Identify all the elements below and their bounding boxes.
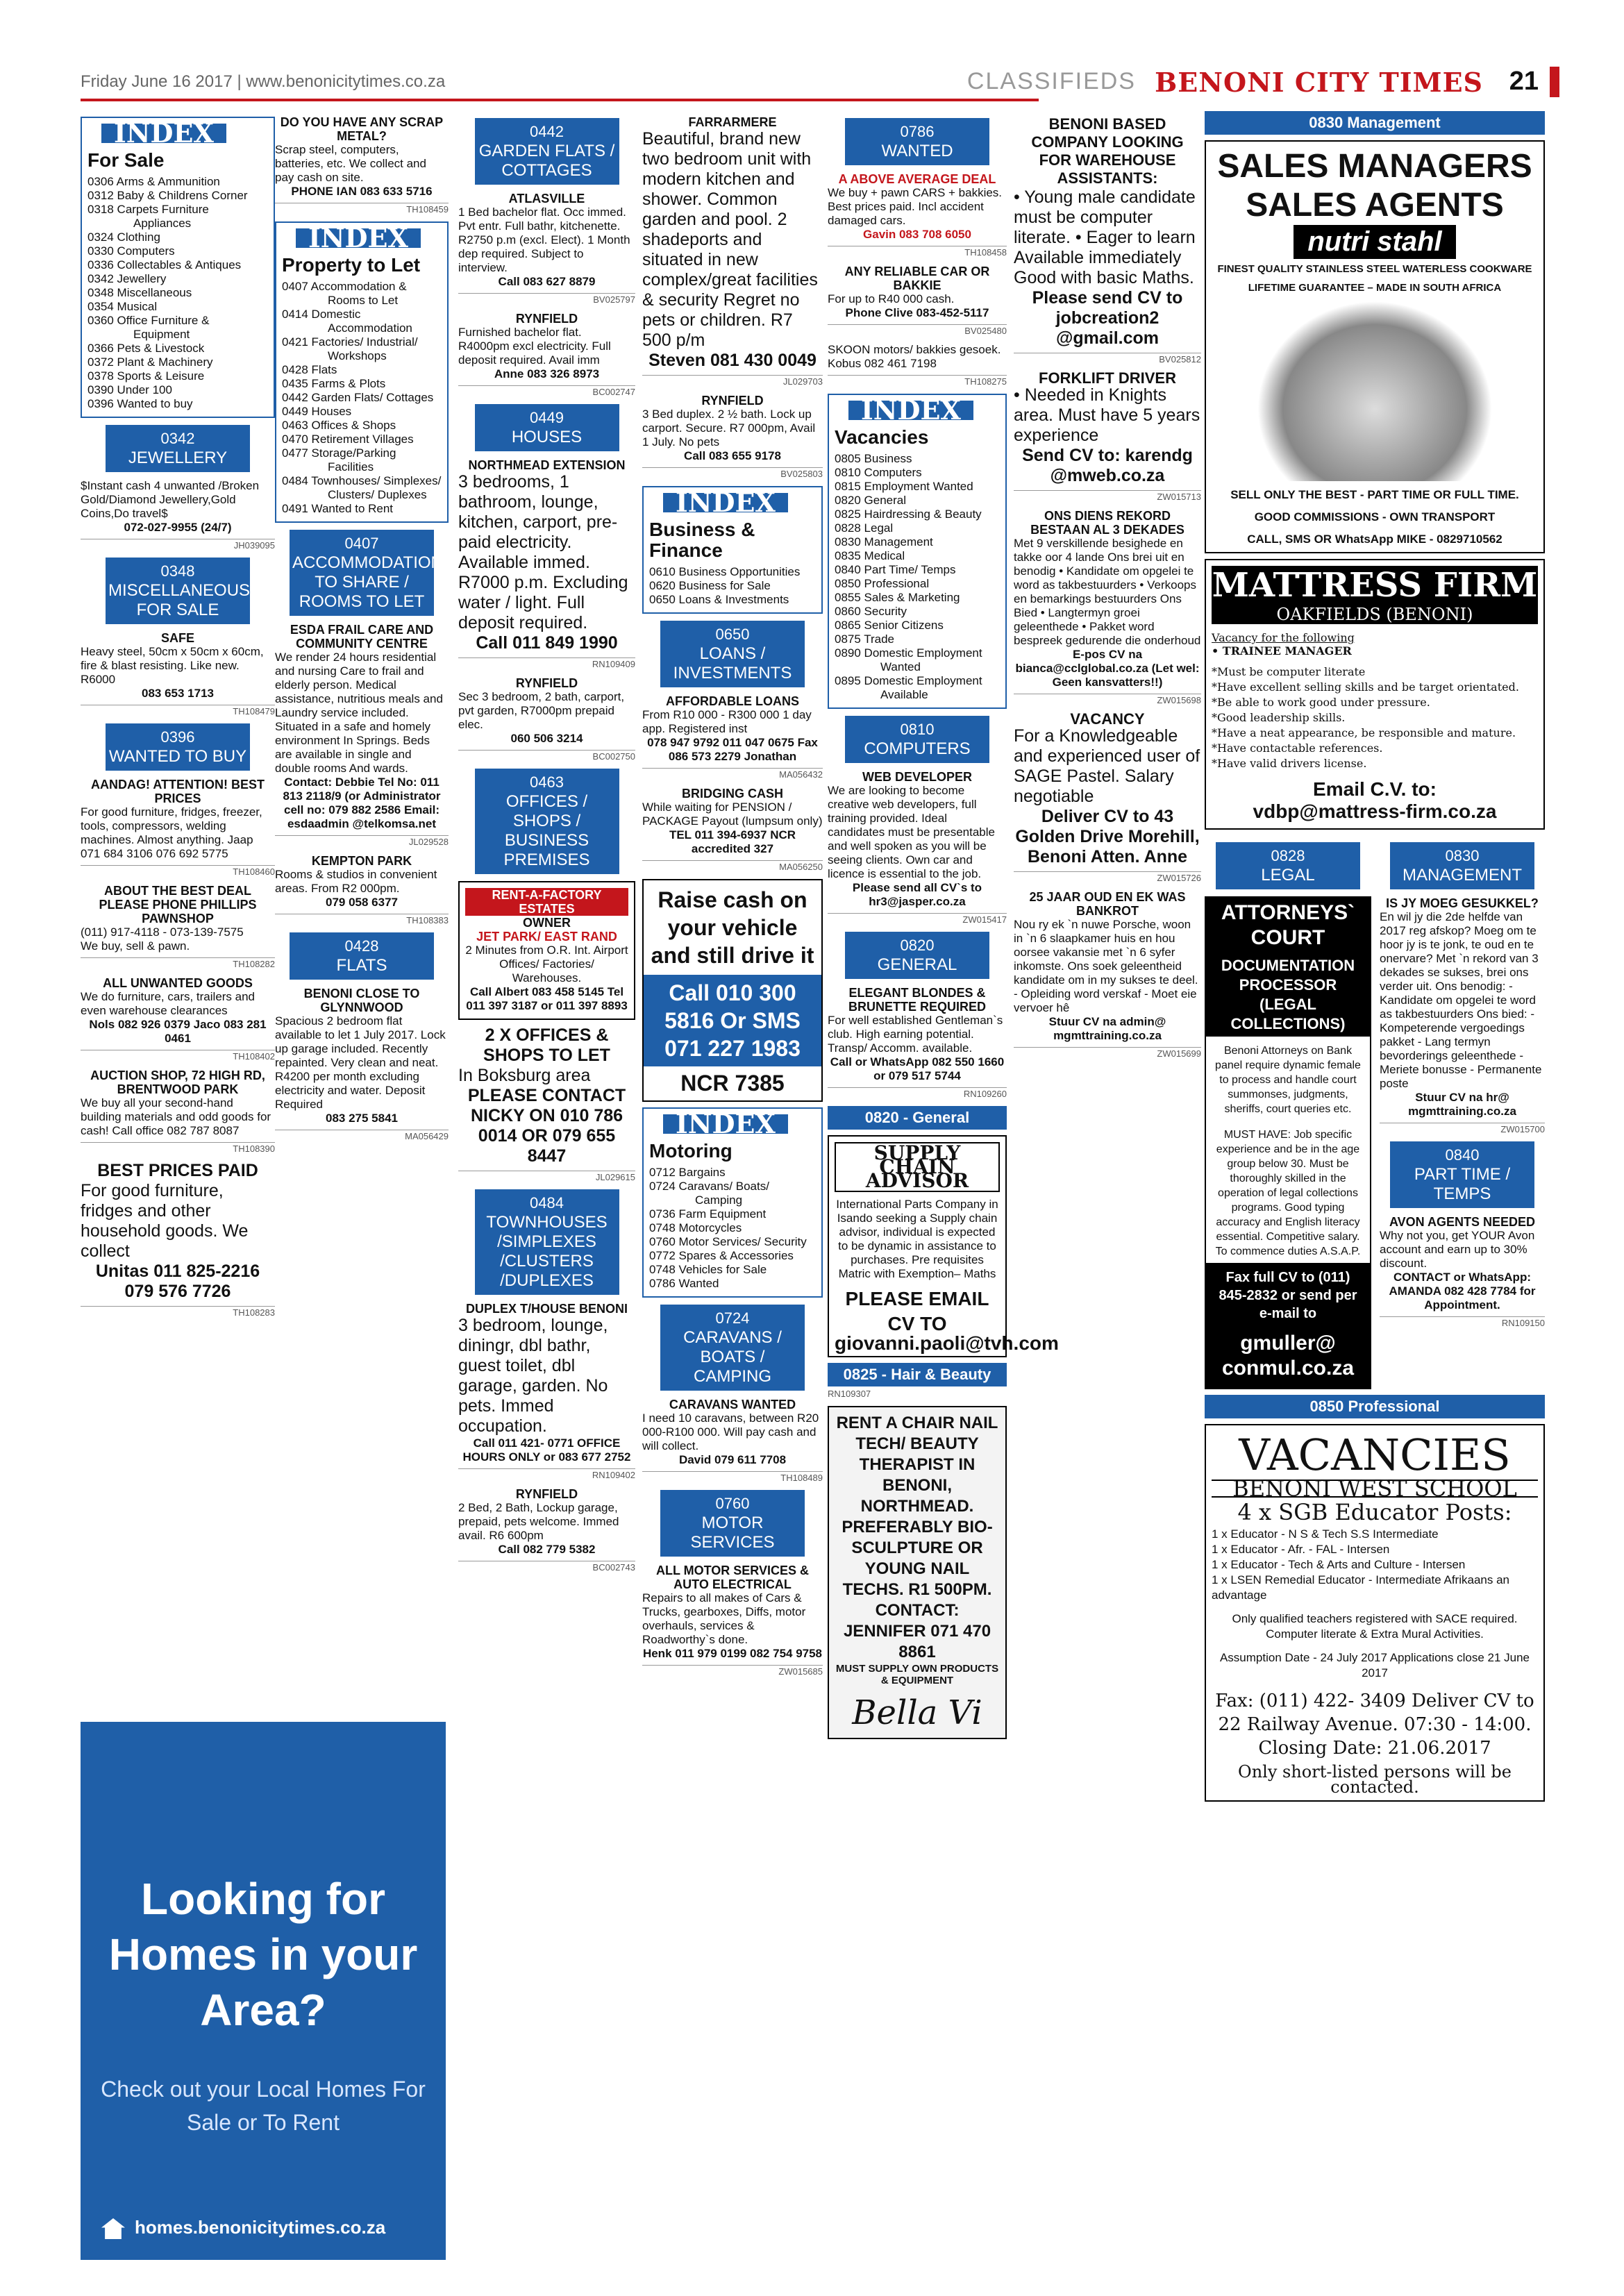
list-item: 0449 Houses — [282, 405, 352, 418]
ad-ref: RN109260 — [828, 1087, 1007, 1099]
ad-ref: BV025797 — [458, 293, 635, 305]
ad-ref: TH108383 — [275, 914, 449, 925]
column-6 — [1014, 111, 1201, 1066]
list-item: 0372 Plant & Machinery — [87, 355, 213, 369]
list-item: *Be able to work good under pressure. — [1212, 696, 1430, 709]
ad-best-prices: BEST PRICES PAID For good furniture, fridges and other household goods. We collect Unitas 011 825-2216 079 576 7726 — [81, 1161, 260, 1301]
promo-url[interactable]: homes.benonicitytimes.co.za — [101, 2217, 385, 2239]
list-item: 0895 Domestic Employment Available — [835, 674, 982, 701]
ad-ref: RN109402 — [458, 1468, 635, 1480]
ad-mattress-firm: MATTRESS FIRM OAKFIELDS (BENONI) Vacancy for the following • TRAINEE MANAGER *Must be computer literate *Have excellent selling skills and be target orientated. *Be able to work good under pressure. *Good leadership skills. *Have a neat appearance, be responsible and mature. *Have contactable references. *Have valid drivers license. Email C.V. to: vdbp@mattress-firm.co.za — [1205, 559, 1545, 830]
ad-nail-tech: RENT A CHAIR NAIL TECH/ BEAUTY THERAPIST IN BENONI, NORTHMEAD. PREFERABLY BIO-SCULPTURE OR YOUNG NAIL TECHS. R1 500PM. CONTACT: JENNIFER 071 470 8861 MUST SUPPLY OWN PRODUCTS & EQUIPMENT Bella Vi — [828, 1406, 1007, 1739]
ad-ref: RN109409 — [458, 657, 635, 669]
list-item: 0330 Computers — [87, 244, 175, 258]
heading-0342: 0342 JEWELLERY — [106, 425, 250, 472]
index-logo: INDEX — [663, 1114, 788, 1134]
ad-skoon: SKOON motors/ bakkies gesoek. Kobus 082 461 7198 — [828, 343, 1001, 370]
section-title: CLASSIFIEDS — [966, 68, 1136, 94]
heading-0840: 0840 PART TIME / TEMPS — [1390, 1141, 1534, 1208]
ad-benoni-west-school: VACANCIES BENONI WEST SCHOOL 4 x SGB Educator Posts: 1 x Educator - N S & Tech S.S Intermediate 1 x Educator - Afr. - FAL - Intersen 1 x Educator - Tech & Arts and Culture - Intersen 1 x LSEN Remedial Educator - Intermediate Afrikaans an advantage Only qualified teachers registered with SACE required. Computer literate & Extra Mural Activities. Assumption Date - 24 July 2017 Applications close 21 June 2017 Fax: (011) 422- 3409 Deliver CV to 22 Railway Avenue. 07:30 - 14:00. Closing Date: 21.06.2017 Only short-listed persons will be contacted. — [1205, 1424, 1545, 1802]
list-item: 0414 Domestic Accommodation — [282, 308, 412, 335]
ad-northmead: NORTHMEAD EXTENSION 3 bedrooms, 1 bathroom, lounge, kitchen, carport, pre- paid electricity. Available immed. R7000 p.m. Excluding water / light. Full deposit required. Call 011 849 1990 — [458, 458, 628, 653]
ad-rynfield-2: RYNFIELD Sec 3 bedroom, 2 bath, carport, pvt garden, R7000pm prepaid elec. 060 506 3214 — [458, 676, 625, 745]
list-item: 0378 Sports & Leisure — [87, 369, 205, 383]
ad-ref: TH108489 — [642, 1471, 823, 1483]
list-item: *Have contactable references. — [1212, 741, 1383, 755]
ad-jy-moeg: IS JY MOEG GESUKKEL? En wil jy die 2de helfde van 2017 reg afskop? Moeg om te hoor jy is te jonk, te oud en te onervare? Met `n rekord van 3 dekades se sukses, brei ons verder uit. Ons benodig: - Kandidate om opgelei te word as takbestuurders Ons bied: - Kompeterende vergoedings pakket - Lang termyn bevorderings geleenthede - Meriete bonusse - Permanente poste Stuur CV na hr@ mgmttraining.co.za — [1380, 896, 1542, 1118]
heading-0348: 0348 MISCELLANEOUS FOR SALE — [106, 558, 250, 624]
list-item: 0421 Factories/ Industrial/ Workshops — [282, 335, 418, 362]
ad-ref: ZW015726 — [1014, 871, 1201, 883]
list-item: 0360 Office Furniture & Equipment — [87, 314, 210, 341]
ad-ref: RN109307 — [828, 1389, 871, 1399]
ad-ref: MA056250 — [642, 860, 823, 872]
list-item: 0348 Miscellaneous — [87, 286, 192, 299]
ad-rynfield-duplex: RYNFIELD 3 Bed duplex. 2 ½ bath. Lock up carport. Secure. R7 000pm, Avail 1 July. No pets Call 083 655 9178 — [642, 394, 816, 462]
ad-ref: TH108460 — [81, 865, 275, 877]
ad-ref: TH108458 — [828, 246, 1007, 258]
ad-jewellery: $Instant cash 4 unwanted /Broken Gold/Diamond Jewellery,Gold Coins,Do travel$ 072-027-9955 (24/7) — [81, 479, 260, 534]
ad-pawnshop: ABOUT THE BEST DEAL PLEASE PHONE PHILLIPS PAWNSHOP (011) 917-4118 - 073-139-7575 We buy, sell & pawn. — [81, 884, 257, 953]
heading-0828: 0828 LEGAL — [1216, 842, 1360, 889]
ad-duplex: DUPLEX T/HOUSE BENONI 3 bedroom, lounge, diningr, dbl bathr, guest toilet, dbl garage, garden. No pets. Immed occupation. Call 011 421- 0771 OFFICE HOURS ONLY or 083 677 2752 — [458, 1302, 631, 1464]
list-item: 0786 Wanted — [649, 1277, 719, 1290]
banner-0820: 0820 - General — [828, 1106, 1007, 1130]
header-bar — [1550, 67, 1559, 97]
list-item: 0815 Employment Wanted — [835, 480, 973, 493]
list-item: 0760 Motor Services/ Security — [649, 1235, 807, 1248]
ad-above-average: A ABOVE AVERAGE DEAL We buy + pawn CARS + bakkies. Best prices paid. Incl accident damaged cars. Gavin 083 708 6050 — [828, 172, 1003, 241]
list-item: 0875 Trade — [835, 632, 895, 646]
list-item: 1 x Educator - N S & Tech S.S Intermediate — [1212, 1527, 1439, 1541]
heading-0810: 0810 COMPUTERS — [845, 716, 989, 763]
heading-0428: 0428 FLATS — [290, 932, 434, 980]
list-item: 0354 Musical — [87, 300, 158, 313]
list-item: 0491 Wanted to Rent — [282, 502, 394, 515]
heading-0830: 0830 MANAGEMENT — [1390, 842, 1534, 889]
list-item: 0428 Flats — [282, 363, 337, 376]
index-list — [87, 175, 268, 411]
index-category: For Sale — [87, 149, 165, 171]
list-item: 0477 Storage/Parking Facilities — [282, 446, 396, 474]
list-item: 0724 Caravans/ Boats/ Camping — [649, 1180, 769, 1207]
index-logo: INDEX — [663, 493, 788, 512]
ad-supply-chain: SUPPLY CHAIN ADVISOR International Parts Company in Isando seeking a Supply chain advisor, individual is expected to be dynamic in assistance to purchases. Pre requisites Matric with Exemption– Maths PLEASE EMAIL CV TO giovanni.paoli@tvh.com — [828, 1135, 1007, 1357]
list-item: 0736 Farm Equipment — [649, 1207, 767, 1221]
promo-heading: Looking for Homes in your Area? — [108, 1874, 418, 2035]
list-item: 0407 Accommodation & Rooms to Let — [282, 280, 407, 307]
ad-bridging: BRIDGING CASH While waiting for PENSION / PACKAGE Payout (lumpsum only) TEL 011 394-6937 NCR accredited 327 — [642, 787, 823, 855]
list-item: 0390 Under 100 — [87, 383, 172, 396]
ad-atlasville: ATLASVILLE 1 Bed bachelor flat. Occ immed. Pvt entr. Full bathr, kitchenette. R2750 p.m (excl. Elect). 1 Month dep required. Subject to interview. Call 083 627 8879 — [458, 192, 630, 288]
index-category: Motoring — [649, 1140, 733, 1162]
ad-rent-a-factory: RENT-A-FACTORY ESTATES OWNER JET PARK/ EAST RAND 2 Minutes from O.R. Int. Airport Offices/ Factories/ Warehouses. Call Albert 083 458 5145 Tel 011 397 3187 or 011 397 8893 — [458, 881, 635, 1020]
column-5 — [828, 111, 1059, 1745]
ad-scrap: DO YOU HAVE ANY SCRAP METAL? Scrap steel, computers, batteries, etc. We collect and pay cash on site. PHONE IAN 083 633 5716 — [275, 115, 444, 198]
ad-ref: TH108402 — [81, 1050, 275, 1062]
ad-ref: JL029703 — [642, 375, 823, 387]
list-item: *Must be computer literate — [1212, 665, 1366, 678]
list-item: 0748 Motorcycles — [649, 1221, 742, 1234]
index-list — [649, 565, 816, 607]
list-item: 0850 Professional — [835, 577, 930, 590]
ad-ref: TH108459 — [275, 203, 449, 215]
ad-ref: ZW015685 — [642, 1665, 823, 1677]
list-item: *Have valid drivers license. — [1212, 757, 1367, 770]
ad-ref: ZW015700 — [1380, 1123, 1545, 1134]
issue-date: Friday June 16 2017 | www.benonicitytimes.co.za — [81, 72, 446, 91]
ad-kempton: KEMPTON PARK Rooms & studios in convenient areas. From R2 000pm. 079 058 6377 — [275, 854, 437, 909]
ad-ref: ZW015713 — [1014, 490, 1201, 502]
list-item: 0825 Hairdressing & Beauty — [835, 508, 982, 521]
index-property — [275, 221, 449, 523]
list-item: 0650 Loans & Investments — [649, 593, 789, 606]
ad-ref: ZW015417 — [828, 913, 1007, 925]
column-7 — [1205, 111, 1545, 1807]
list-item: 0840 Part Time/ Temps — [835, 563, 956, 576]
heading-0442: 0442 GARDEN FLATS / COTTAGES — [475, 118, 619, 185]
page-number: 21 — [1509, 67, 1539, 96]
heading-0650: 0650 LOANS / INVESTMENTS — [660, 621, 805, 687]
list-item: 0865 Senior Citizens — [835, 619, 944, 632]
banner-0850: 0850 Professional — [1205, 1395, 1545, 1418]
column-4 — [642, 111, 823, 1684]
header-rule — [81, 99, 1039, 101]
list-item: 0442 Garden Flats/ Cottages — [282, 391, 434, 404]
ad-ref: TH108390 — [81, 1142, 275, 1154]
banner-0825: 0825 - Hair & Beauty — [828, 1363, 1007, 1386]
list-item: 1 x Educator - Tech & Arts and Culture - Intersen — [1212, 1558, 1466, 1571]
legal-mgmt-row — [1205, 835, 1545, 1395]
list-item: 0484 Townhouses/ Simplexes/ Clusters/ Duplexes — [282, 474, 442, 501]
cookware-image — [1257, 301, 1493, 481]
list-item: *Have a neat appearance, be responsible and mature. — [1212, 726, 1516, 739]
column-2 — [275, 111, 449, 1148]
ad-ref: MA056432 — [642, 768, 823, 780]
index-logo: INDEX — [296, 228, 421, 248]
index-logo: INDEX — [101, 124, 226, 143]
ad-caravans: CARAVANS WANTED I need 10 caravans, between R20 000-R100 000. Will pay cash and will collect. David 079 611 7708 — [642, 1398, 819, 1466]
list-item: 0855 Sales & Marketing — [835, 591, 960, 604]
list-item: 1 x LSEN Remedial Educator - Intermediate Afrikaans an advantage — [1212, 1573, 1509, 1602]
heading-0407: 0407 ACCOMMODATION TO SHARE / ROOMS TO LET — [290, 530, 434, 616]
list-item: 0810 Computers — [835, 466, 922, 479]
ad-ref: BC002750 — [458, 750, 635, 762]
index-list — [282, 280, 442, 516]
ad-elegant: ELEGANT BLONDES & BRUNETTE REQUIRED For well established Gentleman`s club. High earning potential. Transp/ Accomm. available. Call or WhatsApp 082 550 1660 or 079 517 5744 — [828, 986, 1005, 1082]
index-business — [642, 486, 823, 614]
ad-safe: SAFE Heavy steel, 50cm x 50cm x 60cm, fire & blast resisting. Like new. R6000 083 653 1713 — [81, 631, 264, 700]
homes-promo — [81, 1722, 446, 2260]
ad-ref: TH108479 — [81, 705, 275, 717]
ad-ref: JL029615 — [458, 1171, 635, 1182]
ad-ref: TH108283 — [81, 1306, 275, 1318]
index-category: Property to Let — [282, 254, 421, 276]
list-item: 0610 Business Opportunities — [649, 565, 801, 578]
list-item: 0366 Pets & Livestock — [87, 342, 205, 355]
list-item: 0748 Vehicles for Sale — [649, 1263, 767, 1276]
ad-attorneys: ATTORNEYS` COURT DOCUMENTATION PROCESSOR (LEGAL COLLECTIONS) Benoni Attorneys on Bank panel require dynamic female to process and handle court summonses, judgments, sheriffs, court queries etc. MUST HAVE: Job specific experience and be in the age group below 30. Must be thoroughly skilled in the operation of legal collections programs. Good typing accuracy and English literacy essential. Competitive salary. To commence duties A.S.A.P. Fax full CV to (011) 845-2832 or send per e-mail to gmuller@ conmul.co.za — [1205, 896, 1371, 1389]
page-header — [81, 67, 1559, 108]
list-item: 1 x Educator - Afr. - FAL - Intersen — [1212, 1543, 1390, 1556]
list-item: *Good leadership skills. — [1212, 711, 1346, 724]
heading-0786: 0786 WANTED — [845, 118, 989, 165]
heading-0449: 0449 HOUSES — [475, 404, 619, 451]
index-vacancies — [828, 394, 1007, 709]
ad-loans: AFFORDABLE LOANS From R10 000 - R300 000 1 day app. Registered inst 078 947 9792 011 047 0675 Fax 086 573 2279 Jonathan — [642, 694, 818, 763]
list-item: 0324 Clothing — [87, 231, 160, 244]
list-item: 0820 General — [835, 494, 907, 507]
ad-ref: RN109150 — [1380, 1316, 1545, 1328]
index-logo: INDEX — [848, 401, 973, 420]
list-item: 0342 Jewellery — [87, 272, 167, 285]
ad-ref: TH108282 — [81, 957, 275, 969]
ad-forklift: FORKLIFT DRIVER • Needed in Knights area. Must have 5 years experience Send CV to: karendg @mweb.co.za — [1014, 369, 1200, 485]
index-category: Business & Finance — [649, 519, 755, 561]
ad-porsche: 25 JAAR OUD EN EK WAS BANKROT Nou ry ek `n nuwe Porsche, woon in `n 6 slaapkamer huis en hou oorsee vakansie met `n 6 syfer inkomste. Ons soek geleentheid kandidate om in my sukses te deel. - Opleiding word verskaf - Moet eie vervoer hê Stuur CV na admin@ mgmttraining.co.za — [1014, 890, 1198, 1042]
ad-unwanted: ALL UNWANTED GOODS We do furniture, cars, trailers and even warehouse clearances Nols 082 926 0379 Jaco 083 281 0461 — [81, 976, 267, 1045]
list-item: 0860 Security — [835, 605, 907, 618]
ad-farrarmere: FARRARMERE Beautiful, brand new two bedroom unit with modern kitchen and shower. Common garden and pool. 2 shadeports and situated in new complex/great facilities & security Regret no pets or children. R7 500 p/m Steven 081 430 0049 — [642, 115, 818, 370]
home-icon — [101, 2218, 125, 2239]
list-item: 0620 Business for Sale — [649, 579, 771, 592]
nutri-stahl-logo: nutri stahl — [1294, 225, 1455, 259]
ad-offices: 2 X OFFICES & SHOPS TO LET In Boksburg area PLEASE CONTACT NICKY ON 010 786 0014 OR 079 655 8447 — [458, 1025, 626, 1166]
heading-0463: 0463 OFFICES / SHOPS / BUSINESS PREMISES — [475, 769, 619, 874]
ad-vacancy-sage: VACANCY For a Knowledgeable and experienced user of SAGE Pastel. Salary negotiable Deliver CV to 43 Golden Drive Morehill, Benoni Atten. Anne — [1014, 710, 1200, 866]
heading-0724: 0724 CARAVANS / BOATS / CAMPING — [660, 1305, 805, 1391]
list-item: 0830 Management — [835, 535, 933, 548]
ad-auction: AUCTION SHOP, 72 HIGH RD, BRENTWOOD PARK We buy all your second-hand building materials and odd goods for cash! Call office 082 787 8087 — [81, 1069, 271, 1137]
list-item: 0805 Business — [835, 452, 912, 465]
list-item: 0306 Arms & Ammunition — [87, 175, 220, 188]
index-list — [835, 452, 1000, 702]
ad-ref: BC002743 — [458, 1561, 635, 1573]
ad-ref: BC002747 — [458, 385, 635, 397]
index-motoring — [642, 1107, 823, 1298]
list-item: 0463 Offices & Shops — [282, 419, 396, 432]
heading-0484: 0484 TOWNHOUSES /SIMPLEXES /CLUSTERS /DUPLEXES — [475, 1189, 619, 1295]
list-item: 0712 Bargains — [649, 1166, 726, 1179]
list-item: 0336 Collectables & Antiques — [87, 258, 242, 271]
ad-ref: JH039095 — [81, 539, 275, 551]
ad-ref: BV025812 — [1014, 353, 1201, 364]
ad-warehouse: BENONI BASED COMPANY LOOKING FOR WAREHOUSE ASSISTANTS: • Young male candidate must be computer literate. • Eager to learn Available immediately Good with basic Maths. Please send CV to jobcreation2 @gmail.com — [1014, 115, 1196, 348]
ad-raise-cash: Raise cash on your vehicle and still drive it Call 010 300 5816 Or SMS 071 227 1983 NCR 7385 — [642, 879, 823, 1102]
list-item: 0772 Spares & Accessories — [649, 1249, 794, 1262]
list-item: 0828 Legal — [835, 521, 894, 535]
ad-esda: ESDA FRAIL CARE AND COMMUNITY CENTRE We render 24 hours residential and nursing Care to frail and elderly person. Medical assistance, nutritious meals and Laundry service included. Situated in a safe and homely environment In Springs. Beds are available in single and double rooms And wards. Contact: Debbie Tel No: 011 813 2118/9 (or Administrator cell no: 079 882 2586 Email: esdaadmin @telkomsa.net — [275, 623, 443, 830]
heading-0760: 0760 MOTOR SERVICES — [660, 1490, 805, 1557]
list-item: 0318 Carpets Furniture Appliances — [87, 203, 209, 230]
list-item: 0890 Domestic Employment Wanted — [835, 646, 982, 673]
list-item: 0312 Baby & Childrens Corner — [87, 189, 248, 202]
heading-0396: 0396 WANTED TO BUY — [106, 723, 250, 771]
list-item: 0435 Farms & Plots — [282, 377, 386, 390]
ad-motor-services: ALL MOTOR SERVICES & AUTO ELECTRICAL Repairs to all makes of Cars & Trucks, gearboxes, Diffs, motor overhauls, services & Roadworthy`s done. Henk 011 979 0199 082 754 9758 — [642, 1564, 823, 1660]
index-list — [649, 1166, 816, 1291]
heading-0820: 0820 GENERAL — [845, 932, 989, 979]
list-item: 0470 Retirement Villages — [282, 433, 414, 446]
list-item: 0835 Medical — [835, 549, 905, 562]
ad-ref: BV025803 — [642, 467, 823, 479]
ad-ref: ZW015698 — [1014, 694, 1201, 705]
ad-ons-diens: ONS DIENS REKORD BESTAAN AL 3 DEKADES Met 9 verskillende besighede en takke oor 4 lande Ons brei uit en benodig • Kandidate om opgelei te word as takbestuurders • Verkoops en bemarkings bestuurders Ons Bied • Langtermyn groei geleenthede • Pakket word bespreek gedurende die onderhoud E-pos CV na bianca@cclglobal.co.za (Let wel: Geen kansvatters!!) — [1014, 509, 1201, 689]
ad-rynfield-3: RYNFIELD 2 Bed, 2 Bath, Lockup garage, prepaid, pets welcome. Immed avail. R6 600pm Call 082 779 5382 — [458, 1487, 619, 1556]
ad-ref: MA056429 — [275, 1130, 449, 1141]
banner-0830: 0830 Management — [1205, 111, 1545, 135]
masthead: BENONI CITY TIMES — [1155, 67, 1483, 98]
list-item: *Have excellent selling skills and be target orientated. — [1212, 680, 1519, 694]
ad-nutri-stahl: SALES MANAGERS SALES AGENTS nutri stahl FINEST QUALITY STAINLESS STEEL WATERLESS COOKWARE LIFETIME GUARANTEE – MADE IN SOUTH AFRICA SELL ONLY THE BEST - PART TIME OR FULL TIME. GOOD COMMISSIONS - OWN TRANSPORT CALL, SMS OR WhatsApp MIKE - 0829710562 — [1205, 140, 1545, 553]
ad-ref: ZW015699 — [1014, 1047, 1201, 1059]
ad-reliable-car: ANY RELIABLE CAR OR BAKKIE For up to R40 000 cash. Phone Clive 083-452-5117 — [828, 265, 990, 319]
index-category: Vacancies — [835, 426, 929, 448]
ad-ref: JL029528 — [275, 835, 449, 847]
promo-subheading: Check out your Local Homes For Sale or To Rent — [101, 2077, 426, 2135]
ad-avon: AVON AGENTS NEEDED Why not you, get YOUR Avon account and earn up to 30% discount. CONTACT or WhatsApp: AMANDA 082 428 7784 for Appointment. — [1380, 1215, 1536, 1312]
ad-ref: TH108275 — [828, 375, 1007, 387]
ad-ref: BV025480 — [828, 324, 1007, 336]
list-item: 0396 Wanted to buy — [87, 397, 193, 410]
column-1 — [81, 111, 275, 1325]
ad-rynfield: RYNFIELD Furnished bachelor flat. R4000pm excl electricity. Full deposit required. Avail imm Anne 083 326 8973 — [458, 312, 611, 380]
column-3 — [458, 111, 635, 1579]
ad-web-developer: WEB DEVELOPER We are looking to become creative web developers, full training provided. Ideal candidates must be presentable and well spoken as you will be seeing clients. Own car and licence is essential to the job. Please send all CV`s to hr3@jasper.co.za — [828, 770, 995, 908]
ad-glynnwood: BENONI CLOSE TO GLYNNWOOD Spacious 2 bedroom flat available to let 1 July 2017. Lock up garage included. Recently repainted. Very clean and neat. R4200 per month excluding electricity and water. Deposit Required 083 275 5841 — [275, 987, 446, 1125]
ad-aandag: AANDAG! ATTENTION! BEST PRICES For good furniture, fridges, freezer, tools, compressors, welding machines. Almost anything. Jaap 071 684 3106 076 692 5775 — [81, 778, 265, 860]
index-for-sale — [81, 117, 275, 418]
bella-vi-logo: Bella Vi — [852, 1693, 982, 1732]
